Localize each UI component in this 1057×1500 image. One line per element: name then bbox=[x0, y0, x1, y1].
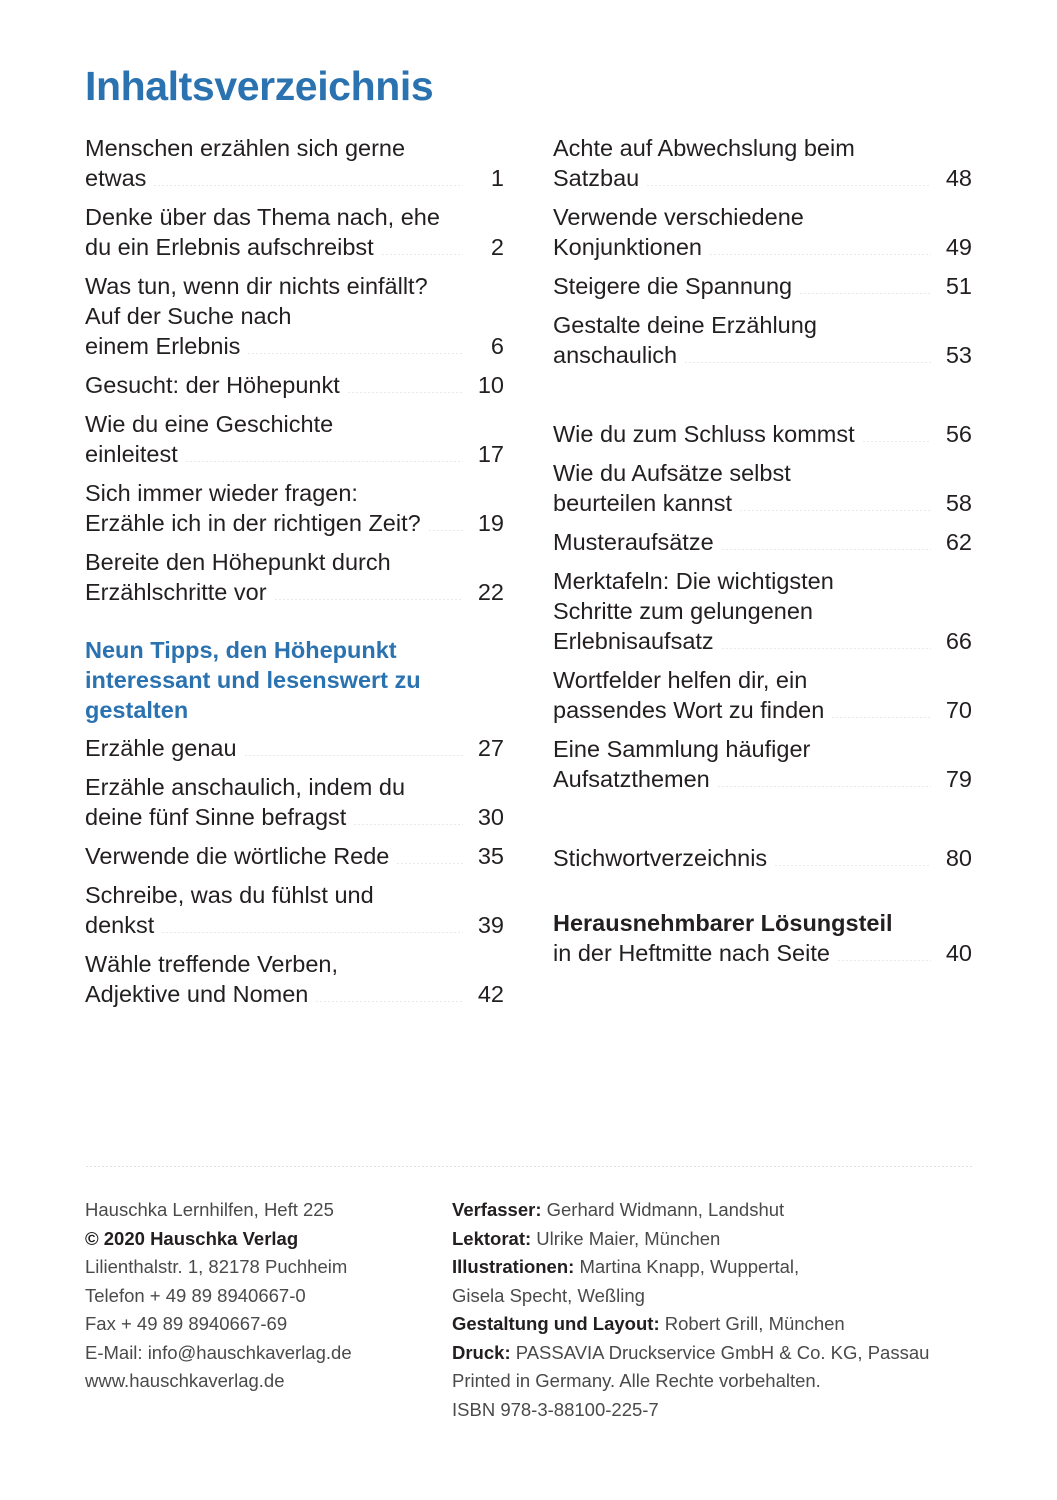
toc-entry[interactable] bbox=[553, 419, 972, 449]
group-spacer bbox=[553, 803, 972, 843]
imprint-line bbox=[85, 1282, 435, 1311]
toc-entry-line bbox=[553, 596, 972, 626]
imprint-value: PASSAVIA Druckservice GmbH & Co. KG, Passau bbox=[510, 1341, 930, 1363]
toc-entry-last-line bbox=[553, 163, 972, 193]
group-spacer bbox=[553, 379, 972, 419]
toc-page-number: 35 bbox=[477, 843, 504, 869]
leader-dots bbox=[185, 461, 463, 462]
leader-dots bbox=[244, 755, 463, 756]
toc-entry[interactable] bbox=[85, 841, 504, 871]
imprint-value: Fax + 49 89 8940667-69 bbox=[85, 1313, 288, 1334]
toc-page-number: 79 bbox=[945, 766, 972, 792]
leader-dots bbox=[153, 185, 463, 186]
toc-page-number: 80 bbox=[945, 845, 972, 871]
toc-entry-title: Schritte zum gelungenen bbox=[553, 598, 813, 624]
toc-entry-title: Schreibe, was du fühlst und bbox=[85, 882, 374, 908]
toc-entry-line bbox=[85, 547, 504, 577]
toc-entry-line bbox=[553, 133, 972, 163]
toc-entry-title: Eine Sammlung häufiger bbox=[553, 736, 811, 762]
toc-page-number: 40 bbox=[945, 940, 972, 966]
imprint-label: © 2020 Hauschka Verlag bbox=[85, 1227, 299, 1249]
toc-entry-title: Steigere die Spannung bbox=[553, 273, 793, 299]
imprint-label: Druck: bbox=[452, 1341, 511, 1363]
toc-entry[interactable] bbox=[553, 938, 972, 968]
toc-entry-title: Gesucht: der Höhepunkt bbox=[85, 372, 340, 398]
leader-dots bbox=[161, 932, 463, 933]
leader-dots bbox=[831, 717, 931, 718]
toc-page-number: 56 bbox=[945, 421, 972, 447]
toc-entry[interactable] bbox=[553, 734, 972, 794]
toc-entry-title: denkst bbox=[85, 912, 155, 938]
toc-entry-title: Achte auf Abwechslung beim bbox=[553, 135, 855, 161]
toc-page-number: 2 bbox=[490, 234, 504, 260]
leader-dots bbox=[247, 353, 463, 354]
toc-entry-last-line bbox=[553, 843, 972, 873]
toc-entry-title: anschaulich bbox=[553, 342, 678, 368]
toc-entry[interactable] bbox=[85, 949, 504, 1009]
imprint-line bbox=[452, 1253, 972, 1282]
solution-part-heading: Herausnehmbarer Lösungsteil bbox=[553, 910, 893, 936]
toc-entry-last-line bbox=[85, 439, 504, 469]
toc-entry-last-line bbox=[553, 232, 972, 262]
toc-entry-last-line bbox=[85, 508, 504, 538]
toc-entry[interactable] bbox=[553, 527, 972, 557]
toc-entry-line bbox=[553, 310, 972, 340]
toc-entry[interactable] bbox=[553, 271, 972, 301]
leader-dots bbox=[274, 599, 463, 600]
imprint-value: www.hauschkaverlag.de bbox=[85, 1370, 285, 1391]
imprint-line bbox=[452, 1225, 972, 1254]
toc-entry-title: Musteraufsätze bbox=[553, 529, 714, 555]
toc-entry[interactable] bbox=[85, 547, 504, 607]
toc-entry-line bbox=[553, 202, 972, 232]
toc-page-number: 48 bbox=[945, 165, 972, 191]
leader-dots bbox=[721, 648, 931, 649]
leader-dots bbox=[396, 863, 463, 864]
toc-entry[interactable] bbox=[553, 458, 972, 518]
imprint-line bbox=[85, 1253, 435, 1282]
toc-entry-line bbox=[85, 478, 504, 508]
toc-entry-title: Bereite den Höhepunkt durch bbox=[85, 549, 391, 575]
toc-entry-title: Gestalte deine Erzählung bbox=[553, 312, 817, 338]
toc-entry[interactable] bbox=[553, 843, 972, 873]
leader-dots bbox=[353, 824, 463, 825]
toc-entry-title: Wähle treffende Verben, bbox=[85, 951, 339, 977]
toc-entry-last-line bbox=[85, 802, 504, 832]
toc-entry-title: Erzähle ich in der richtigen Zeit? bbox=[85, 510, 421, 536]
toc-entry-last-line bbox=[85, 577, 504, 607]
toc-page-number: 66 bbox=[945, 628, 972, 654]
imprint-label: Gestaltung und Layout: bbox=[452, 1313, 660, 1334]
toc-entry-title: deine fünf Sinne befragst bbox=[85, 804, 347, 830]
toc-entry-title: Wie du zum Schluss kommst bbox=[553, 421, 855, 447]
toc-entry[interactable] bbox=[85, 880, 504, 940]
toc-page-number: 70 bbox=[945, 697, 972, 723]
toc-entry-title: Erzähle anschaulich, indem du bbox=[85, 774, 406, 800]
toc-entry-title: Sich immer wieder fragen: bbox=[85, 480, 358, 506]
toc-page-number: 58 bbox=[945, 490, 972, 516]
leader-dots bbox=[739, 510, 931, 511]
toc-page-number: 27 bbox=[477, 735, 504, 761]
toc-entry-title: Adjektive und Nomen bbox=[85, 981, 309, 1007]
toc-entry-title: Wortfelder helfen dir, ein bbox=[553, 667, 808, 693]
toc-page-number: 49 bbox=[945, 234, 972, 260]
toc-entry-last-line bbox=[553, 626, 972, 656]
leader-dots bbox=[799, 293, 931, 294]
toc-entry[interactable] bbox=[553, 566, 972, 656]
toc-entry-line bbox=[85, 409, 504, 439]
leader-dots bbox=[684, 362, 931, 363]
toc-entry[interactable] bbox=[85, 478, 504, 538]
toc-entry-title: Verwende verschiedene bbox=[553, 204, 804, 230]
toc-entry-title: Aufsatzthemen bbox=[553, 766, 710, 792]
imprint-line bbox=[452, 1396, 972, 1425]
toc-entry-line bbox=[85, 880, 504, 910]
toc-page-number: 1 bbox=[490, 165, 504, 191]
toc-entry-title: Erlebnisaufsatz bbox=[553, 628, 714, 654]
toc-entry[interactable] bbox=[85, 772, 504, 832]
toc-entry-last-line bbox=[85, 370, 504, 400]
toc-entry[interactable] bbox=[85, 409, 504, 469]
toc-entries-right-group-three bbox=[553, 843, 972, 873]
toc-entry-title: Konjunktionen bbox=[553, 234, 702, 260]
toc-entry-line bbox=[85, 202, 504, 232]
toc-page-number: 17 bbox=[477, 441, 504, 467]
toc-entry-title: beurteilen kannst bbox=[553, 490, 732, 516]
section-heading-neun-tipps: Neun Tipps, den Höhepunkt interessant und lesenswert zu gestalten bbox=[85, 637, 421, 723]
toc-column-left bbox=[85, 133, 504, 1018]
toc-entry-title: Menschen erzählen sich gerne bbox=[85, 135, 406, 161]
footer-divider bbox=[85, 1166, 972, 1167]
toc-page-number: 6 bbox=[490, 333, 504, 359]
group-spacer bbox=[553, 882, 972, 908]
toc-page-number: 39 bbox=[477, 912, 504, 938]
leader-dots bbox=[774, 865, 931, 866]
toc-entry-title: passendes Wort zu finden bbox=[553, 697, 825, 723]
toc-entries-left-top bbox=[85, 133, 504, 607]
toc-entry[interactable] bbox=[85, 202, 504, 262]
toc-entry-title: einem Erlebnis bbox=[85, 333, 241, 359]
leader-dots bbox=[315, 1001, 463, 1002]
imprint-value: E-Mail: info@hauschkaverlag.de bbox=[85, 1341, 352, 1363]
toc-entries-right-group-two bbox=[553, 419, 972, 794]
imprint-line bbox=[85, 1196, 435, 1225]
toc-page-number: 53 bbox=[945, 342, 972, 368]
toc-entry-last-line bbox=[553, 340, 972, 370]
toc-entry-title: du ein Erlebnis aufschreibst bbox=[85, 234, 374, 260]
toc-entry-title: Denke über das Thema nach, ehe bbox=[85, 204, 440, 230]
leader-dots bbox=[646, 185, 931, 186]
toc-entry[interactable] bbox=[85, 370, 504, 400]
leader-dots bbox=[347, 392, 463, 393]
toc-entry-line bbox=[85, 772, 504, 802]
toc-entry-title: Stichwortverzeichnis bbox=[553, 845, 768, 871]
toc-entry[interactable] bbox=[553, 665, 972, 725]
toc-entry-line bbox=[553, 566, 972, 596]
toc-entry-line bbox=[553, 665, 972, 695]
toc-entry-title: Merktafeln: Die wichtigsten bbox=[553, 568, 834, 594]
imprint-value: Martina Knapp, Wuppertal, bbox=[574, 1256, 800, 1277]
toc-page-number: 30 bbox=[477, 804, 504, 830]
imprint-value: Robert Grill, München bbox=[659, 1313, 845, 1334]
toc-entry-title: einleitest bbox=[85, 441, 178, 467]
imprint-value: Telefon + 49 89 8940667-0 bbox=[85, 1284, 306, 1306]
toc-entry[interactable] bbox=[85, 733, 504, 763]
leader-dots bbox=[709, 254, 931, 255]
imprint-line bbox=[452, 1367, 972, 1396]
imprint-value: Ulrike Maier, München bbox=[531, 1227, 721, 1249]
toc-entry[interactable] bbox=[85, 271, 504, 361]
toc-entry-last-line bbox=[85, 910, 504, 940]
toc-entry-last-line bbox=[553, 695, 972, 725]
toc-entry-last-line bbox=[85, 841, 504, 871]
imprint-credits-block bbox=[452, 1196, 972, 1424]
leader-dots bbox=[721, 549, 931, 550]
toc-page-number: 22 bbox=[477, 579, 504, 605]
toc-page-number: 19 bbox=[477, 510, 504, 536]
toc-entry-last-line bbox=[553, 938, 972, 968]
toc-entry[interactable] bbox=[553, 133, 972, 193]
imprint-line bbox=[85, 1225, 435, 1254]
toc-entry-last-line bbox=[85, 163, 504, 193]
toc-entry-title: Satzbau bbox=[553, 165, 640, 191]
toc-entry-line bbox=[85, 301, 504, 331]
imprint-line bbox=[85, 1339, 435, 1368]
toc-entry-last-line bbox=[553, 419, 972, 449]
toc-entry-line bbox=[85, 271, 504, 301]
toc-page-number: 10 bbox=[477, 372, 504, 398]
imprint-value: Lilienthalstr. 1, 82178 Puchheim bbox=[85, 1256, 348, 1277]
toc-entry-solution bbox=[553, 938, 972, 968]
toc-entry-title: Was tun, wenn dir nichts einfällt? bbox=[85, 273, 428, 299]
toc-entry-title: Wie du eine Geschichte bbox=[85, 411, 334, 437]
toc-entry-last-line bbox=[85, 733, 504, 763]
imprint-line bbox=[452, 1196, 972, 1225]
toc-entry-last-line bbox=[553, 527, 972, 557]
page-title: Inhaltsverzeichnis bbox=[85, 63, 434, 109]
toc-entry-title: Auf der Suche nach bbox=[85, 303, 292, 329]
imprint-value: Hauschka Lernhilfen, Heft 225 bbox=[85, 1199, 334, 1220]
toc-entry-line bbox=[553, 734, 972, 764]
leader-dots bbox=[837, 960, 931, 961]
toc-entry-last-line bbox=[553, 488, 972, 518]
toc-entry-line bbox=[85, 133, 504, 163]
leader-dots bbox=[381, 254, 463, 255]
toc-page-number: 51 bbox=[945, 273, 972, 299]
toc-entries-left-section bbox=[85, 733, 504, 1009]
toc-entry-last-line bbox=[85, 232, 504, 262]
toc-entry-title: in der Heftmitte nach Seite bbox=[553, 940, 830, 966]
imprint-value: ISBN 978-3-88100-225-7 bbox=[452, 1398, 659, 1420]
toc-entry-line bbox=[553, 458, 972, 488]
toc-entry[interactable] bbox=[85, 133, 504, 193]
imprint-line bbox=[452, 1282, 972, 1311]
toc-page-number: 42 bbox=[477, 981, 504, 1007]
imprint-label: Illustrationen: bbox=[452, 1256, 575, 1277]
toc-entry-title: Verwende die wörtliche Rede bbox=[85, 843, 390, 869]
imprint-line bbox=[452, 1310, 972, 1339]
toc-entry[interactable] bbox=[553, 310, 972, 370]
imprint-value: Gerhard Widmann, Landshut bbox=[541, 1199, 785, 1220]
toc-column-right bbox=[553, 133, 972, 977]
leader-dots bbox=[717, 786, 931, 787]
toc-entry-title: Erzählschritte vor bbox=[85, 579, 267, 605]
imprint-label: Verfasser: bbox=[452, 1199, 542, 1220]
leader-dots bbox=[428, 530, 463, 531]
toc-entry-last-line bbox=[85, 979, 504, 1009]
toc-entry-last-line bbox=[553, 271, 972, 301]
toc-entries-right-group-one bbox=[553, 133, 972, 370]
toc-entry-title: etwas bbox=[85, 165, 147, 191]
toc-entry[interactable] bbox=[553, 202, 972, 262]
toc-entry-title: Wie du Aufsätze selbst bbox=[553, 460, 791, 486]
leader-dots bbox=[862, 441, 931, 442]
imprint-value: Gisela Specht, Weßling bbox=[452, 1284, 645, 1306]
imprint-value: Printed in Germany. Alle Rechte vorbehalten. bbox=[452, 1370, 821, 1391]
imprint-label: Lektorat: bbox=[452, 1227, 532, 1249]
imprint-line bbox=[85, 1367, 435, 1396]
imprint-line bbox=[85, 1310, 435, 1339]
imprint-publisher-block bbox=[85, 1196, 435, 1396]
toc-entry-last-line bbox=[85, 331, 504, 361]
toc-page-number: 62 bbox=[945, 529, 972, 555]
toc-entry-title: Erzähle genau bbox=[85, 735, 237, 761]
toc-entry-last-line bbox=[553, 764, 972, 794]
imprint-line bbox=[452, 1339, 972, 1368]
toc-entry-line bbox=[85, 949, 504, 979]
